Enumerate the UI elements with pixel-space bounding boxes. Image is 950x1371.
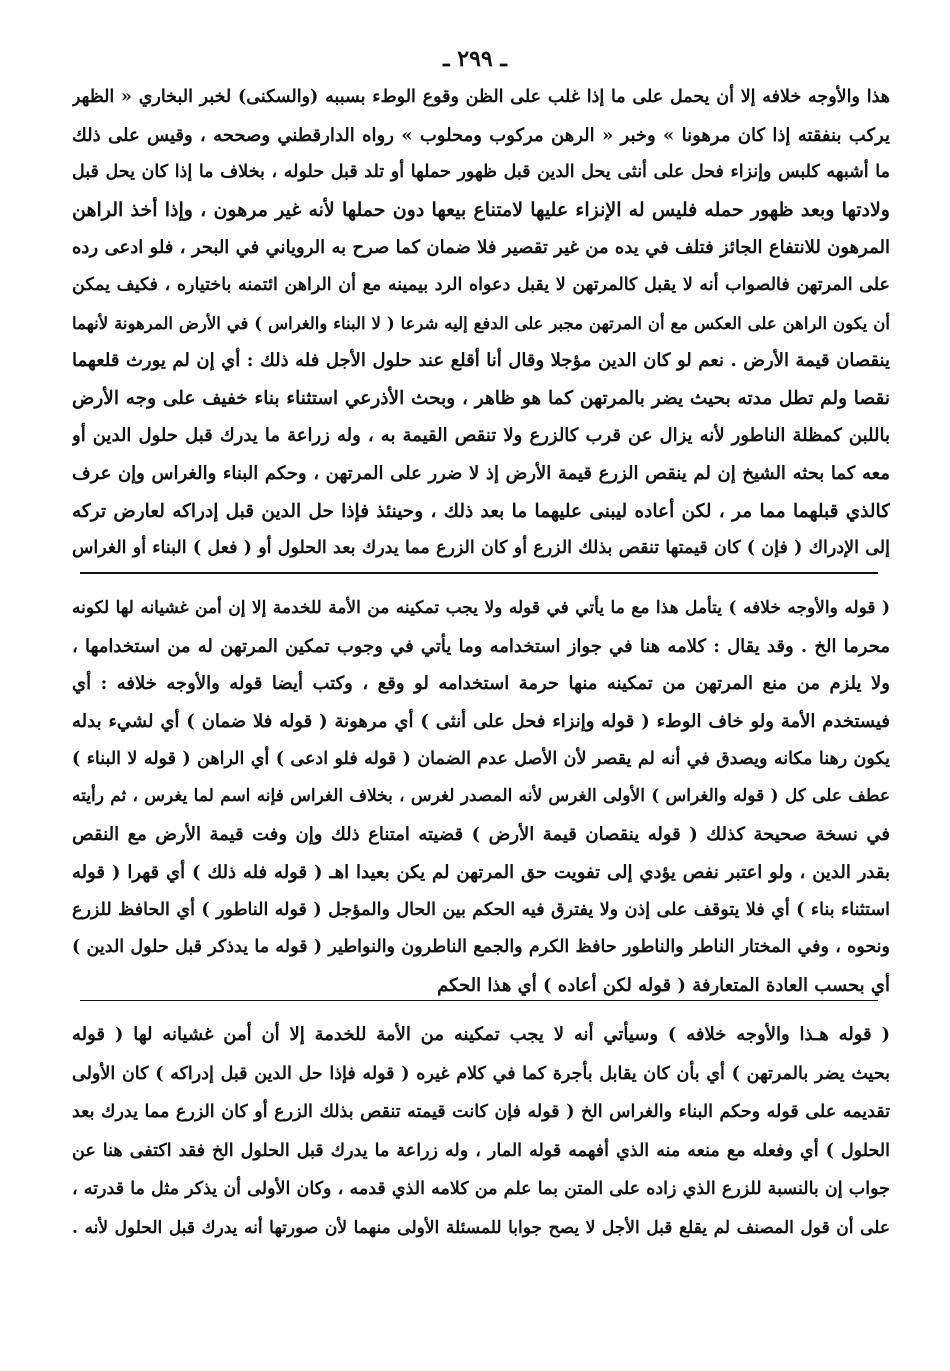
page-number: ـ ٢٩٩ ـ <box>443 46 507 72</box>
commentary-line: تقديمه على قوله وحكم البناء والغراس الخ ( قوله فإن كانت قيمته تنقص بذلك الزرع أو كان الزرع مما يدرك بعد <box>72 1102 890 1122</box>
section-divider <box>80 572 878 574</box>
commentary-line: استثناء بناء ) أي فلا يتوقف على إذن ولا يفترق فيه الحكم بين الحال والمؤجل ( قوله الناطور ) أي الحافظ للزرع <box>72 899 890 920</box>
main-text-line: على المرتهن فالصواب أنه لا يقبل كالمرتهن لا يقبل دعواه الرد بيمينه مع أن الراهن ائتمنه باختياره ، فكيف يمكن <box>72 274 890 295</box>
commentary-line: جواب إن بالنسبة للزرع الذي زاده على المتن بما علم من كلامه الذي قدمه ، وكان الأولى أن يذكر مثل ما قدرته ، <box>72 1179 890 1199</box>
commentary-line: ( قوله هـذا والأوجه خلافه ) وسيأتي أنه لا يجب تمكينه من الأمة للخدمة إلا أن أمن غشيانه لها ( قوله <box>72 1024 890 1045</box>
commentary-line: عطف على كل ( قوله والغراس ) الأولى الغرس لأنه المصدر لغرس ، بخلاف الغراس فإنه اسم لما يغرس ، ثم رأيته <box>72 786 890 807</box>
commentary-line: بحيث يضر بالمرتهن ) أي بأن كان يقابل بأجرة كما في كلام غيره ( قوله فإذا حل الدين قبل إدراكه ) كان الأولى <box>72 1063 890 1084</box>
commentary-line: محرما الخ . وقد يقال : كلامه هنا في جواز استخدامه وما يأتي في وجوب تمكين المرتهن له من استخدامها ، <box>72 635 890 657</box>
main-text-line: معه كما بحثه الشيخ إن لم ينقص الزرع قيمة الأرض إذ لا ضرر على المرتهن ، وحكم البناء والغراس وإن عرف <box>72 462 890 484</box>
commentary-first <box>72 590 890 1005</box>
main-text-line: ما أشبهه كلبس وإنزاء فحل على أنثى يحل الدين قبل ظهور حملها أو تلد قبل حلوله ، بخلاف ما إذا كان يحل قبل <box>72 162 890 183</box>
main-text-line: ينقصان قيمة الأرض . نعم لو كان الدين مؤجلا وقال أنا أقلع عند حلول الأجل فله ذلك : أي إن لم يورث قلعهما <box>72 350 890 372</box>
commentary-line: أي بحسب العادة المتعارفة ( قوله لكن أعاده ) أي هذا الحكم <box>437 974 890 996</box>
main-text-line: باللبن كمظلة الناطور لأنه يزال عن قرب كالزرع ولا تنقص القيمة به ، وله زراعة ما يدرك قبل حلول الدين أو <box>72 425 890 447</box>
commentary-line: الحلول ) أي وفعله مع منعه منه الذي أفهمه قوله المار ، وله زراعة ما يدرك قبل الحلول الخ فقد اكتفى هنا عن <box>72 1140 890 1161</box>
commentary-line: على أن قول المصنف لم يقلع قبل الأجل لا يصح جوابا للمسئلة الأولى منهما لأن صورتها أنه يدرك قبل الحلول لأنه . <box>72 1217 890 1238</box>
main-text-line: أن يكون الراهن على العكس مع أن المرتهن مجبر على الدفع إليه شرعا ( لا البناء والغراس ) في الأرض المرهونة لأنهما <box>72 313 890 333</box>
commentary-second <box>72 1016 890 1247</box>
commentary-line: ( قوله والأوجه خلافه ) يتأمل هذا مع ما يأتي في قوله ولا يجب تمكينه من الأمة للخدمة إلا إن أمن غشيانه لها لكونه <box>72 598 890 618</box>
commentary-line: ولا يلزم من منع المرتهن من تمكينه منها حرمة استخدامه لو وقع ، وكتب أيضا قوله والأوجه خلافه : أي <box>72 673 890 695</box>
main-text-line: يركب بنفقته إذا كان مرهونا » وخبر « الرهن مركوب ومحلوب » رواه الدارقطني وصححه ، وقيس على ذلك <box>72 124 890 146</box>
main-text-line: نقصا ولم تطل مدته بحيث يضر بالمرتهن كما هو ظاهر ، وبحث الأذرعي استثناء بناء خفيف على وجه الأرض <box>72 387 890 409</box>
commentary-line: بقدر الدين ، ولو اعتبر نفص يؤدي إلى تفويت حق المرتهن لم يكن بعيدا اهـ ( قوله فله ذلك ) أي قهرا ( قوله <box>72 861 890 883</box>
commentary-line: فيستخدم الأمة ولو خاف الوطء ( قوله وإنزاء فحل على أنثى ) أي مرهونة ( قوله فلا ضمان ) أي لشيء بدله <box>72 711 890 733</box>
section-divider <box>80 1000 878 1001</box>
main-text-line: كالذي قبلهما مما مر ، لكن أعاده ليبنى عليهما ما بعد ذلك ، وحينئذ فإذا حل الدين قبل إدراكه لعارض تركه <box>72 500 890 522</box>
main-text-line: هذا والأوجه خلافه إلا أن يحمل على ما إذا غلب على الظن وقوع الوطء بسببه (والسكنى) لخبر البخاري « الظهر <box>72 87 890 107</box>
main-text-line: إلى الإدراك ( فإن ) كان قيمتها تنقص بذلك الزرع أو كان الزرع مما يدرك بعد الحلول أو ( فعل ) البناء أو الغراس <box>72 538 890 559</box>
main-text <box>72 79 890 568</box>
commentary-line: في نسخة صحيحة كذلك ( قوله ينقصان قيمة الأرض ) قضيته امتناع ذلك وإن وفت قيمة الأرض مع النقص <box>72 824 890 846</box>
main-text-line: ولادتها وبعد ظهور حمله فليس له الإنزاء عليها لامتناع بيعها دون حملها لأنه غير مرهون ، وإذا أخذ الراهن <box>72 198 890 221</box>
main-text-line: المرهون للانتفاع الجائز فتلف في يده من غير تقصير فلا ضمان كما صرح به الروياني في البحر ، فلو ادعى رده <box>72 237 890 259</box>
commentary-line: ونحوه ، وفي المختار الناطر والناطور حافظ الكرم والجمع الناطرون والنواطير ( قوله ما يدذكر قبل حلول الدين ) <box>72 937 890 958</box>
commentary-line: يكون رهنا مكانه ويصدق في أنه لم يقصر لأن الأصل عدم الضمان ( قوله فلو ادعى ) أي الراهن ( قوله لا البناء ) <box>72 748 890 769</box>
